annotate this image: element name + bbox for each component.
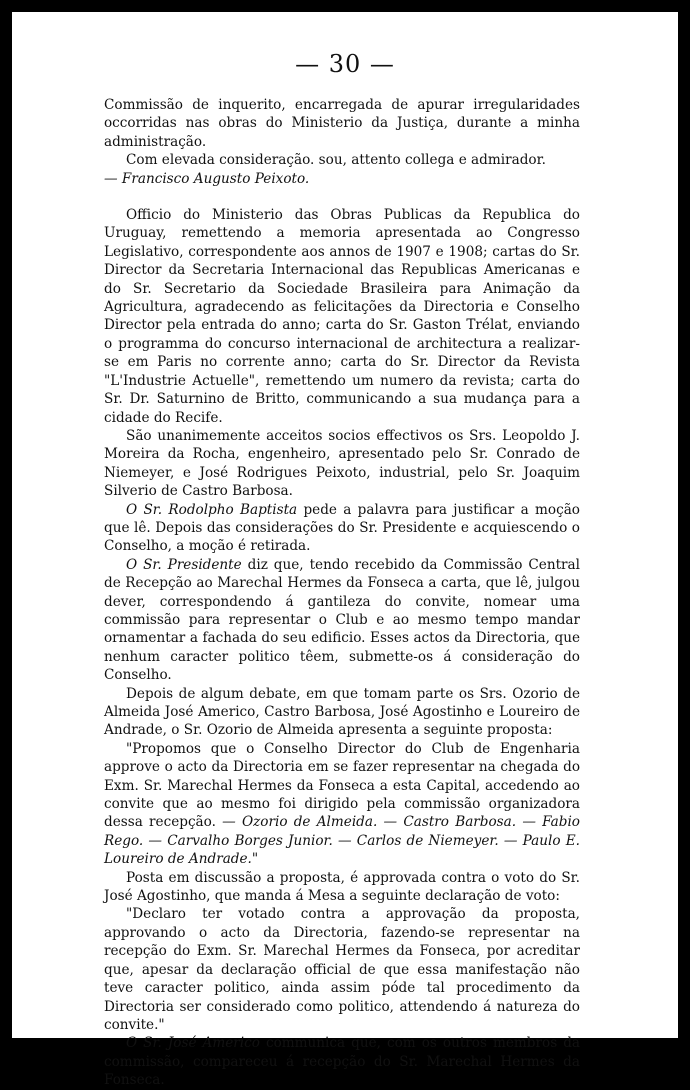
paragraph-jose-americo-text: communica que, com os outros membros da commissão, compareceu á recepção do Sr. Marechal Hermes da Fonseca. [104,1035,580,1089]
paragraph-closing: Com elevada consideração. sou, attento collega e admirador. [126,152,546,169]
paragraph-rodolpho [104,501,580,556]
paragraph-presidente-text: diz que, tendo recebido da Commissão Central de Recepção ao Marechal Hermes da Fonseca a carta, que lê, julgou dever, correspondendo á gantileza do convite, nomear uma commissão para representar o Club e ao mesmo tempo mandar ornamentar a fachada do seu edificio. Esses actos da Directoria, que nenhum caracter politico têem, submette-os á consideração do Conselho. [104,556,580,684]
page-number: — 30 — [295,50,395,78]
signature-francisco: — Francisco Augusto Peixoto. [104,170,310,187]
paragraph-debate: Depois de algum debate, em que tomam parte os Srs. Ozorio de Almeida José Americo, Castro Barbosa, José Agostinho e Loureiro de Andrade, o Sr. Ozorio de Almeida apresenta a seguinte proposta: [104,685,580,739]
proposal-signatures: — Ozorio de Almeida. — Castro Barbosa. — Fabio Rego. — Carvalho Borges Junior. — Carlos de Niemeyer. — Paulo E. Loureiro de Andrade." [104,814,580,868]
paragraph-jose-americo [104,1034,580,1089]
paragraph-proposal [104,740,580,869]
speaker-rodolpho: O Sr. Rodolpho Baptista [126,501,298,518]
speaker-jose-americo: O Sr. José Americo [126,1035,260,1052]
document-page [12,12,678,1089]
paragraph-rodolpho-text: pede a palavra para justificar a moção que lê. Depois das considerações do Sr. Presidente e acquiescendo o Conselho, a moção é retirada. [104,501,580,555]
paragraph-new-members: São unanimemente acceitos socios effectivos os Srs. Leopoldo J. Moreira da Rocha, engenheiro, apresentado pelo Sr. Conrado de Niemeyer, e José Rodrigues Peixoto, industrial, pelo Sr. Joaquim Silverio de Castro Barbosa. [104,427,580,500]
page-body [104,96,580,1090]
proposal-text: "Propomos que o Conselho Director do Club de Engenharia approve o acto da Directoria em se fazer representar na chegada do Exm. Sr. Marechal Hermes da Fonseca a esta Capital, accedendo ao convite que ao mesmo foi dirigido pela commissão organizadora dessa recepção. [104,740,580,831]
paragraph-inquiry: Commissão de inquerito, encarregada de apurar irregularidades occorridas nas obras do Ministerio da Justiça, durante a minha administração. [104,97,580,150]
paragraph-correspondence: Officio do Ministerio das Obras Publicas da Republica do Uruguay, remettendo a memoria apresentada ao Congresso Legislativo, correspondente aos annos de 1907 e 1908; cartas do Sr. Director da Secretaria Internacional das Republicas Americanas e do Sr. Secretario da Sociedade Brasileira para Animação da Agricultura, agradecendo as felicitações da Directoria e Conselho Director pela entrada do anno; carta do Sr. Gaston Trélat, enviando o programma do concurso internacional de architectura a realizar-se em Paris no corrente anno; carta do Sr. Director da Revista "L'Industrie Actuelle", remettendo um numero da revista; carta do Sr. Dr. Saturnino de Britto, communicando a sua mudança para a cidade do Recife. [104,207,580,426]
speaker-presidente: O Sr. Presidente [126,556,242,573]
paragraph-declaration: "Declaro ter votado contra a approvação da proposta, approvando o acto da Directoria, fazendo-se representar na recepção do Exm. Sr. Marechal Hermes da Fonseca, por acreditar que, apesar da declaração official de que essa manifestação não teve caracter politico, ainda assim póde tal procedimento da Directoria ser considerado como politico, attendendo á natureza do convite." [104,906,580,1033]
paragraph-vote: Posta em discussão a proposta, é approvada contra o voto do Sr. José Agostinho, que manda á Mesa a seguinte declaração de voto: [104,869,580,905]
paragraph-presidente [104,556,580,685]
